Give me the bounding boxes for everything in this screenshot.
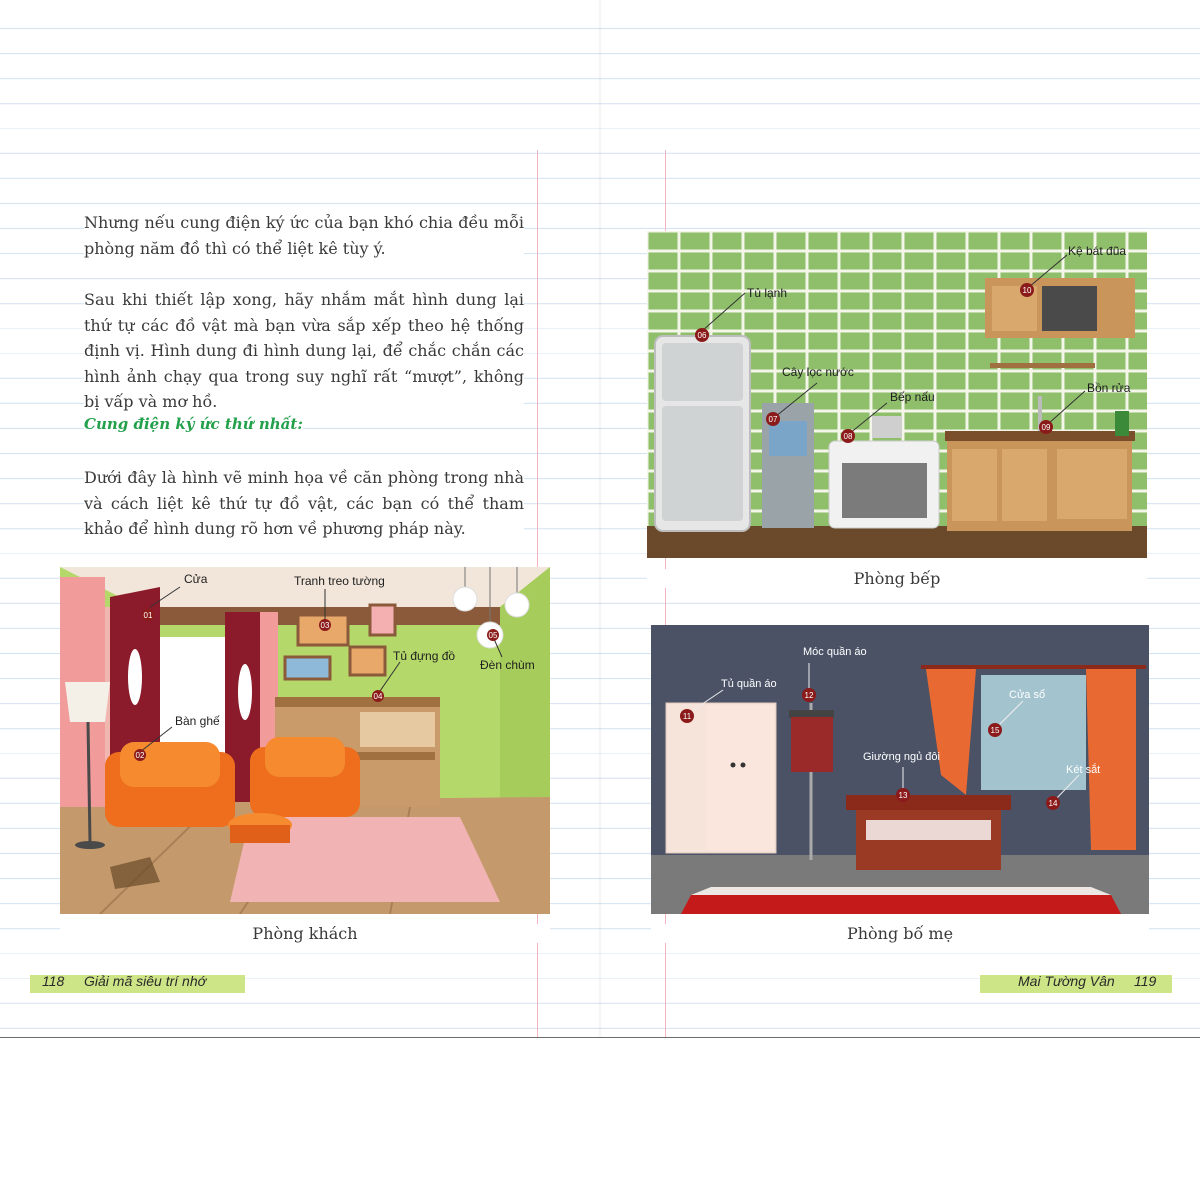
label-sink: Bồn rửa [1087,381,1131,395]
svg-text:13: 13 [898,791,908,800]
paragraph-1: Nhưng nếu cung điện ký ức của bạn khó chia đều mỗi phòng năm đồ thì có thể liệt kê tùy ý. [84,210,524,261]
left-footer [30,970,250,998]
svg-text:11: 11 [682,712,692,721]
label-water-filter: Cây lọc nước [782,365,854,379]
paragraph-2: Sau khi thiết lập xong, hãy nhắm mắt hình dung lại thứ tự các đồ vật mà bạn vừa sắp xếp theo hệ thống định vị. Hình dung đi hình dung lại, để chắc chắn các hình ảnh chạy qua trong suy nghĩ rất “mượt”, không bị vấp và mơ hồ. [84,287,524,415]
label-double-bed: Giường ngủ đôi [863,751,940,763]
bedroom-caption: Phòng bố mẹ [651,924,1149,943]
label-safe: Két sắt [1066,764,1101,776]
left-page-number: 118 [42,973,65,989]
label-clothes-hanger: Móc quần áo [803,646,867,658]
bedroom-illustration [651,625,1149,914]
spread-bottom-edge [0,1037,1200,1038]
svg-text:09: 09 [1041,423,1051,432]
label-fridge: Tủ lạnh [747,286,788,300]
living-room-caption: Phòng khách [60,924,550,943]
label-stove: Bếp nấu [890,390,935,404]
label-dish-rack: Kệ bát đũa [1068,244,1127,258]
label-furniture: Bàn ghế [175,714,220,728]
book-gutter [598,0,602,1038]
label-chandelier: Đèn chùm [480,658,535,672]
label-cabinet: Tủ đựng đồ [393,649,456,663]
label-door: Cửa [184,572,208,586]
left-book-title: Giải mã siêu trí nhớ [84,973,207,989]
label-wardrobe: Tủ quần áo [721,678,777,690]
svg-text:15: 15 [990,726,1000,735]
svg-text:02: 02 [135,751,145,760]
label-wall-painting: Tranh treo tường [294,574,385,588]
svg-text:07: 07 [768,415,778,424]
svg-text:10: 10 [1022,286,1032,295]
svg-text:01: 01 [143,611,153,620]
svg-text:03: 03 [320,621,330,630]
kitchen-caption: Phòng bếp [647,569,1147,588]
svg-text:04: 04 [373,692,383,701]
kitchen-illustration [647,231,1147,558]
svg-text:05: 05 [488,631,498,640]
svg-text:14: 14 [1048,799,1058,808]
section-heading: Cung điện ký ức thứ nhất: [84,415,303,433]
right-footer [978,970,1176,998]
right-page-number: 119 [1134,973,1157,989]
label-window: Cửa sổ [1009,689,1046,701]
svg-text:08: 08 [843,432,853,441]
svg-text:06: 06 [697,331,707,340]
svg-text:12: 12 [804,691,814,700]
living-room-illustration [60,567,550,914]
paragraph-3: Dưới đây là hình vẽ minh họa về căn phòng trong nhà và cách liệt kê thứ tự đồ vật, các bạn có thể tham khảo để hình dung rõ hơn về phương pháp này. [84,465,524,542]
right-author-name: Mai Tường Vân [1018,973,1115,989]
